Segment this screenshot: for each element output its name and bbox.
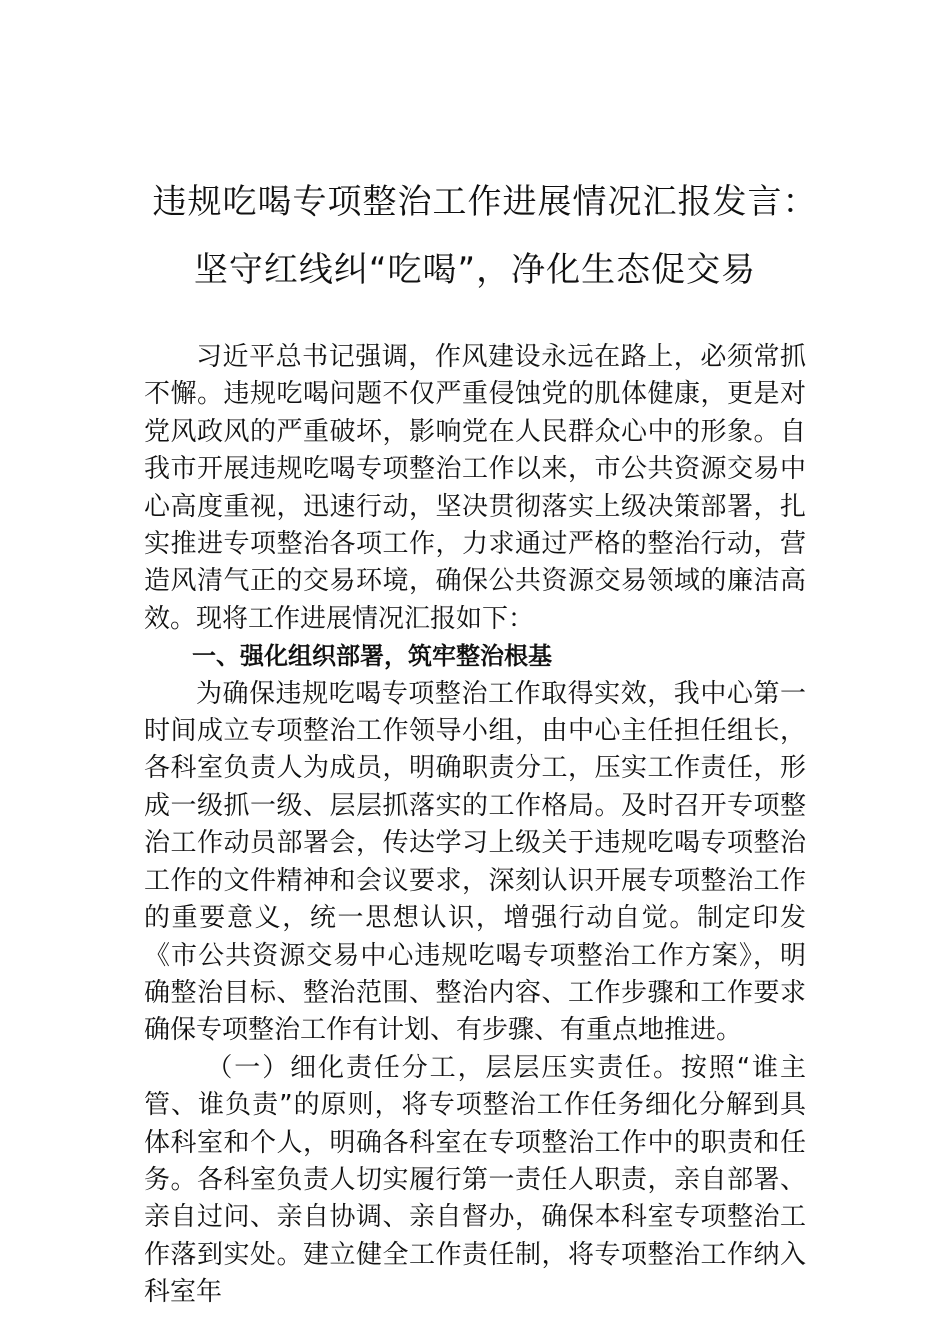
section-1-paragraph: 为确保违规吃喝专项整治工作取得实效，我中心第一时间成立专项整治工作领导小组，由中心主任担任组长，各科室负责人为成员，明确职责分工，压实工作责任，形成一级抓一级、层层抓落实的工作格局。及时召开专项整治工作动员部署会，传达学习上级关于违规吃喝专项整治工作的文件精神和会议要求，深刻认识开展专项整治工作的重要意义，统一思想认识，增强行动自觉。制定印发《市公共资源交易中心违规吃喝专项整治工作方案》，明确整治目标、整治范围、整治内容、工作步骤和工作要求确保专项整治工作有计划、有步骤、有重点地推进。 [144,678,806,1046]
document-body [144,339,806,1312]
subsection-1-paragraph: （一）细化责任分工，层层压实责任。按照“谁主管、谁负责”的原则，将专项整治工作任务细化分解到具体科室和个人，明确各科室在专项整治工作中的职责和任务。各科室负责人切实履行第一责任人职责，亲自部署、亲自过问、亲自协调、亲自督办，确保本科室专项整治工作落到实处。建立健全工作责任制，将专项整治工作纳入科室年 [144,1052,806,1308]
document-title-line-2: 坚守红线纠“吃喝”，净化生态促交易 [193,250,757,290]
intro-paragraph: 习近平总书记强调，作风建设永远在路上，必须常抓不懈。违规吃喝问题不仅严重侵蚀党的肌体健康，更是对党风政风的严重破坏，影响党在人民群众心中的形象。自我市开展违规吃喝专项整治工作以来，市公共资源交易中心高度重视，迅速行动，坚决贯彻落实上级决策部署，扎实推进专项整治各项工作，力求通过严格的整治行动，营造风清气正的交易环境，确保公共资源交易领域的廉洁高效。现将工作进展情况汇报如下： [144,342,806,634]
section-heading-1: 一、强化组织部署，筑牢整治根基 [192,642,552,671]
document-title-line-1: 违规吃喝专项整治工作进展情况汇报发言： [152,182,818,222]
